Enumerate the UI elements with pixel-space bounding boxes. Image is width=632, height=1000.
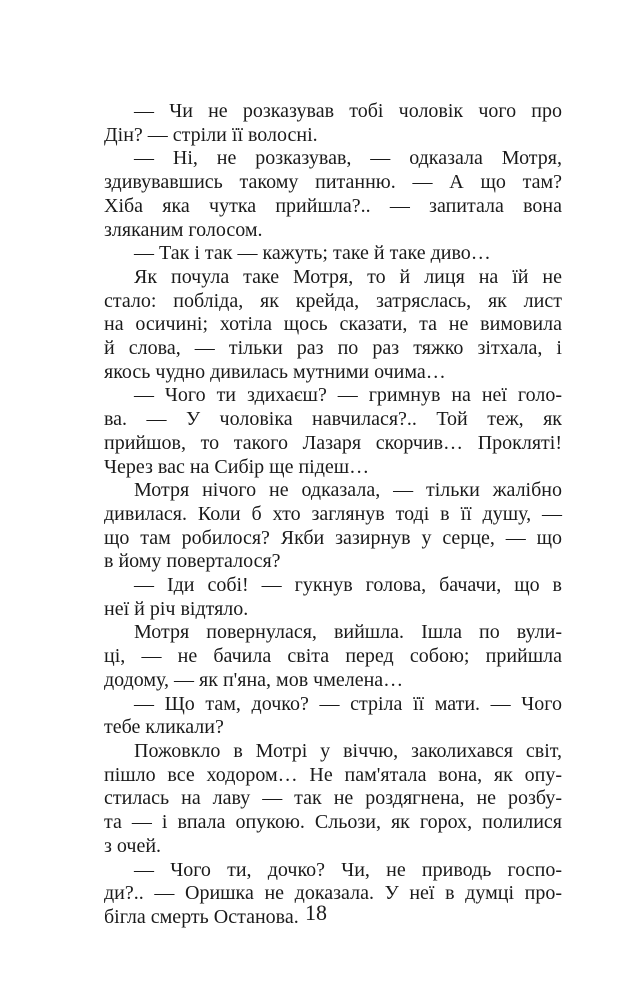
text-line: здивувавшись такому питанню. — А що там? <box>104 171 562 194</box>
paragraph <box>104 384 562 479</box>
paragraph <box>104 479 562 574</box>
text-line: ці, — не бачила світа перед собою; прийшла <box>104 645 562 668</box>
text-line: неї й річ відтяло. <box>104 597 249 620</box>
paragraph <box>104 740 562 859</box>
paragraph <box>104 621 562 692</box>
text-line: Дін? — стріли її волосні. <box>104 123 318 146</box>
paragraph <box>104 693 562 740</box>
text-line: стилась на лаву — так не роздягнена, не розбу- <box>104 787 562 810</box>
text-line: бігла смерть Останова. <box>104 905 299 928</box>
text-line: якось чудно дивилась мутними очима… <box>104 360 446 383</box>
text-line: на осичині; хотіла щось сказати, та не вимовила <box>104 313 562 336</box>
page-text <box>104 100 562 930</box>
text-line: — Ні, не розказував, — одказала Мотря, <box>134 147 562 170</box>
paragraph <box>104 147 562 242</box>
text-line: й слова, — тільки раз по раз тяжко зітхала, і <box>104 337 562 360</box>
text-line: зляканим голосом. <box>104 218 263 241</box>
text-line: — Що там, дочко? — стріла її мати. — Чого <box>134 692 562 715</box>
text-line: — Чи не розказував тобі чоловік чого про <box>134 100 562 122</box>
paragraph <box>104 242 562 266</box>
text-line: Мотря повернулася, вийшла. Ішла по вули- <box>134 621 562 644</box>
paragraph <box>104 100 562 147</box>
page-number: 18 <box>305 900 327 925</box>
paragraph <box>104 574 562 621</box>
text-line: дивилася. Коли б хто заглянув тоді в її душу, — <box>104 502 562 525</box>
text-line: прийшов, то такого Лазаря скорчив… Прокляті! <box>104 431 562 454</box>
text-line: пішло все ходором… Не пам'ятала вона, як опу- <box>104 763 562 786</box>
text-line: Мотря нічого не одказала, — тільки жалібно <box>134 479 562 502</box>
text-line: — Чого ти здихаєш? — гримнув на неї голо- <box>134 384 562 407</box>
text-line: — Чого ти, дочко? Чи, не приводь госпо- <box>134 858 562 881</box>
text-line: Хіба яка чутка прийшла?.. — запитала вона <box>104 194 562 217</box>
text-line: — Так і так — кажуть; таке й таке диво… <box>134 242 491 265</box>
paragraph <box>104 266 562 385</box>
text-line: Як почула таке Мотря, то й лиця на їй не <box>134 265 562 288</box>
text-line: Пожовкло в Мотрі у віччю, заколихався світ, <box>134 739 562 762</box>
text-line: — Іди собі! — гукнув голова, бачачи, що в <box>134 574 562 597</box>
text-line: Через вас на Сибір ще підеш… <box>104 455 370 478</box>
text-line: що там робилося? Якби зазирнув у серце, — що <box>104 526 562 549</box>
text-line: стало: побліда, як крейда, затряслась, як лист <box>104 289 562 312</box>
text-line: та — і впала опукою. Сльози, як горох, полилися <box>104 811 562 834</box>
text-line: тебе кликали? <box>104 716 224 739</box>
text-line: з очей. <box>104 834 162 857</box>
text-line: в йому поверталося? <box>104 550 281 573</box>
text-line: додому, — як п'яна, мов чмелена… <box>104 668 404 691</box>
text-line: ва. — У чоловіка навчилася?.. Той теж, як <box>104 408 562 431</box>
text-line: ди?.. — Оришка не доказала. У неї в думці про- <box>104 882 562 905</box>
